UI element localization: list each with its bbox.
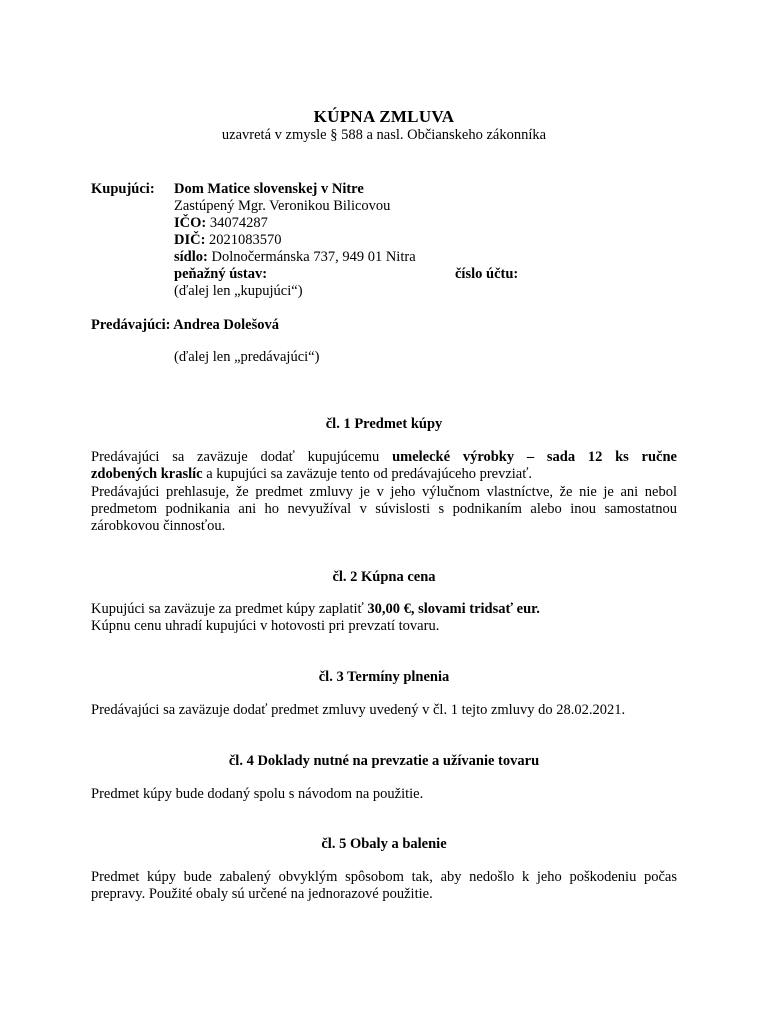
article-3-paragraph: Predávajúci sa zaväzuje dodať predmet zmluvy uvedený v čl. 1 tejto zmluvy do 28.02.2021. [91,702,626,718]
article-4-heading: čl. 4 Doklady nutné na prevzatie a užívanie tovaru [228,753,540,769]
seat-label: sídlo: [174,249,208,265]
article-1-subject-bold: umelecké výrobky – sada 12 ks ručne [392,449,677,465]
article-1-paragraph-2: Predávajúci prehlasuje, že predmet zmluvy je v jeho výlučnom vlastníctve, že nie je ani nebol predmetom podnikania ani ho nevyužíval v súvislosti s podnikaním alebo inou samostatnou zárobkovou činnosťou. [91,483,677,535]
buyer-name: Dom Matice slovenskej v Nitre [174,181,364,197]
article-5-paragraph: Predmet kúpy bude zabalený obvyklým spôsobom tak, aby nedošlo k jeho poškodeniu počas prepravy. Použité obaly sú určené na jednorazové použitie. [91,869,677,903]
seller-line [91,317,279,334]
buyer-ico [174,215,268,232]
article-2-text-a: Kupujúci sa zaväzuje za predmet kúpy zaplatiť [91,601,368,617]
seller-label: Predávajúci: [91,317,171,333]
ico-label: IČO: [174,215,207,231]
buyer-dic [174,232,282,249]
bank-label: peňažný ústav: [174,266,268,282]
buyer-represented: Zastúpený Mgr. Veronikou Bilicovou [174,198,391,214]
document-title: KÚPNA ZMLUVA [313,107,455,126]
article-1-paragraph [91,449,677,535]
article-1-text-a: Predávajúci sa zaväzuje dodať kupujúcemu [91,449,393,465]
article-5-heading: čl. 5 Obaly a balenie [321,836,447,852]
dic-label: DIČ: [174,232,206,248]
account-label: číslo účtu: [455,266,519,282]
article-4-paragraph: Predmet kúpy bude dodaný spolu s návodom na použitie. [91,786,424,802]
article-1-line-2 [91,466,677,483]
article-1-text-d: a kupujúci sa zaväzuje tento od predávajúceho prevziať. [202,466,533,483]
buyer-alias: (ďalej len „kupujúci“) [174,283,303,299]
article-3-heading: čl. 3 Termíny plnenia [318,669,450,685]
article-2-line-1 [91,601,677,618]
article-1-subject-bold-2: zdobených kraslíc [91,466,203,483]
seller-name: Andrea Dolešová [173,317,279,333]
seat-value: Dolnočermánska 737, 949 01 Nitra [207,249,416,265]
buyer-label: Kupujúci: [91,181,155,197]
document-subtitle: uzavretá v zmysle § 588 a nasl. Občianskeho zákonníka [221,127,547,143]
article-2-line-2: Kúpnu cenu uhradí kupujúci v hotovosti pri prevzatí tovaru. [91,618,440,635]
article-2-paragraph [91,601,677,636]
article-1-heading: čl. 1 Predmet kúpy [325,416,443,432]
dic-value: 2021083570 [205,232,282,248]
ico-value: 34074287 [206,215,268,231]
buyer-seat [174,249,416,266]
seller-alias: (ďalej len „predávajúci“) [174,349,320,365]
article-1-line-1 [91,449,677,466]
article-2-price-bold: 30,00 €, slovami tridsať eur. [367,601,540,617]
article-2-heading: čl. 2 Kúpna cena [332,569,436,585]
